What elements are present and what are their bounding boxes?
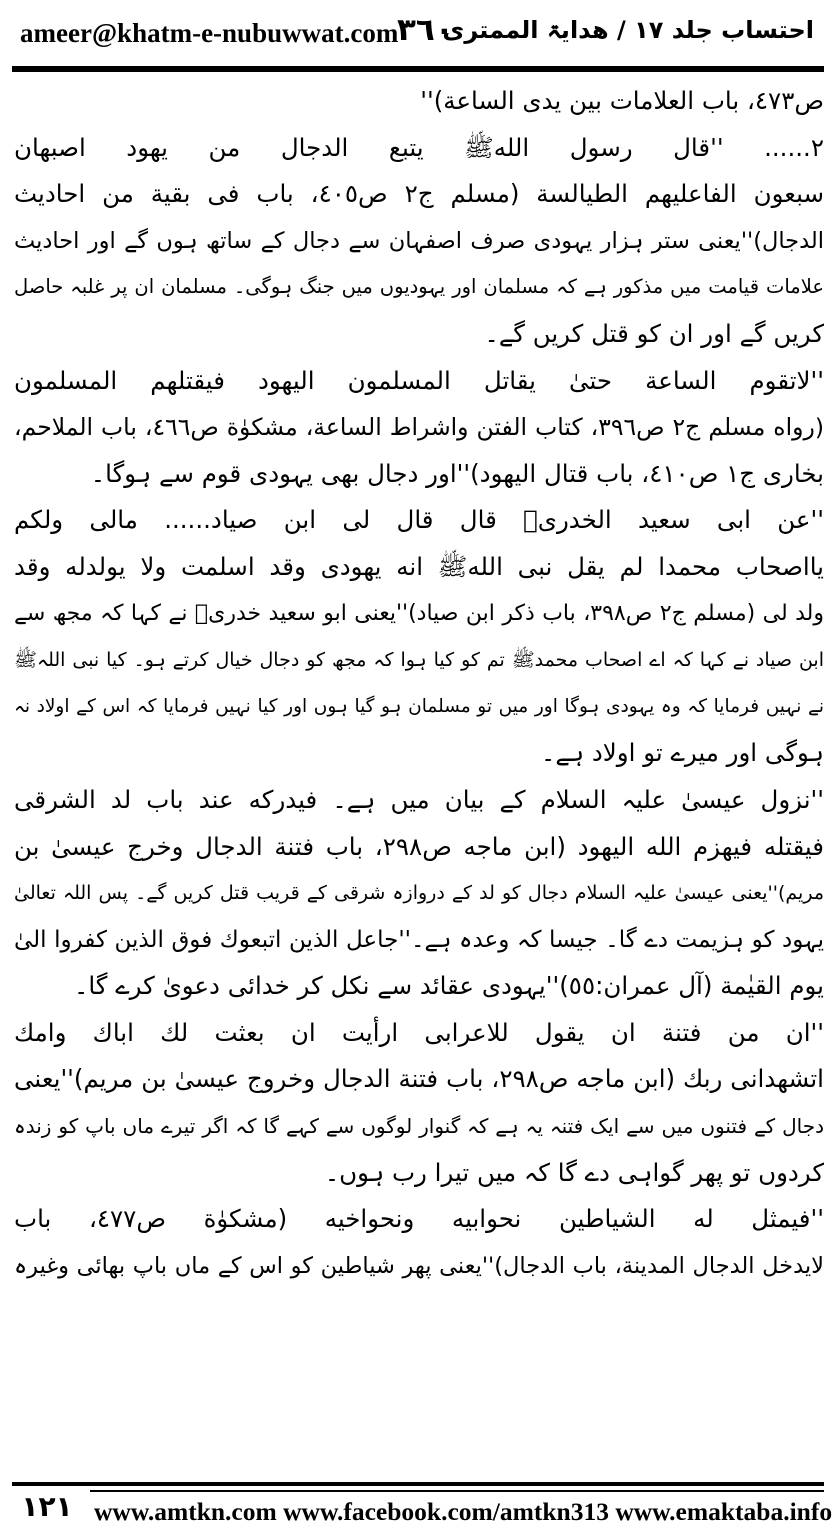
footer-rule — [12, 1482, 824, 1486]
text-line: ہوگی اور میرے تو اولاد ہے۔ — [541, 738, 824, 768]
text-line: ص٤٧٣، باب العلامات بین یدی الساعة)'' — [420, 86, 824, 115]
text-line: ''عن ابی سعید الخدریؓ قال قال لی ابن صیاد...... مالی ولكم — [14, 505, 824, 535]
text-line: ''فیمثل له الشیاطین نحوابیه ونحواخیه (مشکوٰة ص٤٧٧، باب — [14, 1204, 824, 1234]
text-line: (رواه مسلم ج٢ ص٣٩٦، کتاب الفتن واشراط الساعة، مشکوٰة ص٤٦٦، باب الملاحم، — [14, 413, 824, 442]
text-line: علامات قیامت میں مذکور ہے کہ مسلمان اور یہودیوں میں جنگ ہوگی۔ مسلمان ان پر غلبہ حاصل — [14, 275, 824, 299]
text-line: ''نزول عیسیٰ علیہ السلام کے بیان میں ہے۔ فیدرکه عند باب لد الشرقی — [14, 784, 824, 814]
text-line: لایدخل الدجال المدینة، باب الدجال)''یعنی پھر شیاطین کو اس کے ماں باپ بھائی وغیرہ — [14, 1252, 824, 1279]
body-text — [14, 78, 824, 1476]
text-line: ٢...... ''قال رسول اللهﷺ یتبع الدجال من یهود اصبهان — [14, 132, 824, 162]
text-line: نے نہیں فرمایا کہ وہ یہودی ہوگا اور میں تو مسلمان ہو گیا ہوں اور کیا نہیں فرمایا کہ اس کے اولاد نہ — [14, 695, 824, 717]
text-line: یہود کو ہزیمت دے گا۔ جیسا کہ وعدہ ہے۔''جاعل الذین اتبعوك فوق الذین کفروا الیٰ — [14, 926, 824, 953]
text-line: دجال کے فتنوں میں سے ایک فتنہ یہ ہے کہ گنوار لوگوں سے کہے گا کہ اگر تیرے ماں باپ کو زندہ — [14, 1114, 824, 1139]
text-line: مریم)''یعنی عیسیٰ علیہ السلام دجال کو لد کے دروازہ شرقی کے قریب قتل کریں گے۔ پس اللہ تعالیٰ — [14, 882, 824, 905]
text-line: فیقتله فیهزم الله الیهود (ابن ماجه ص٢٩٨، باب فتنة الدجال وخرج عیسیٰ بن — [14, 831, 824, 861]
footer-page-number: ١٢١ — [21, 1490, 73, 1523]
text-line: ''ان من فتنة ان یقول للاعرابی ارأیت ان بعثت لك اباك وامك — [14, 1017, 824, 1047]
text-line: سبعون الفاعلیهم الطیالسة (مسلم ج٢ ص٤٠٥، باب فی بقیة من احادیث — [14, 179, 824, 209]
text-line: کریں گے اور ان کو قتل کریں گے۔ — [484, 318, 824, 348]
text-line: یوم القیٰمة (آل عمران:٥٥)''یہودی عقائد سے نکل کر خدائی دعویٰ کرے گا۔ — [73, 971, 824, 1001]
text-line: اتشهدانی ربك (ابن ماجه ص٢٩٨، باب فتنة الدجال وخروج عیسیٰ بن مریم)''یعنی — [14, 1064, 824, 1094]
header-book-title: احتساب جلد ۱۷ / ھدایۃ الممتری — [442, 16, 814, 44]
text-line: ''لاتقوم الساعة حتیٰ یقاتل المسلمون الیهود فیقتلهم المسلمون — [14, 365, 824, 395]
text-line: کردوں تو پھر گواہی دے گا کہ میں تیرا رب ہوں۔ — [324, 1157, 824, 1187]
text-line: ولد لی (مسلم ج٢ ص٣٩٨، باب ذکر ابن صیاد)''یعنی ابو سعید خدریؓ نے کہا کہ مجھ سے — [14, 600, 824, 626]
text-line: یااصحاب محمدا لم یقل نبی اللهﷺ انه یهودی وقد اسلمت ولا یولدله وقد — [14, 551, 824, 581]
header-page-number: ٣٦٠ — [397, 12, 454, 48]
text-line: الدجال)''یعنی ستر ہزار یہودی صرف اصفہان سے دجال کے ساتھ ہوں گے اور احادیث — [14, 227, 824, 254]
footer-links: www.amtkn.com www.facebook.com/amtkn313 www.emaktaba.info — [94, 1497, 833, 1526]
page-header — [12, 12, 824, 64]
footer-rule-secondary — [90, 1490, 824, 1492]
header-rule — [12, 66, 824, 72]
header-email: ameer@khatm-e-nubuwwat.com — [20, 18, 399, 48]
text-line: ابن صیاد نے کہا کہ اے اصحاب محمدﷺ تم کو کیا ہوا کہ مجھ کو دجال خیال کرتے ہو۔ کیا نبی اللہﷺ — [14, 649, 824, 672]
text-line: بخاری ج١ ص٤١٠، باب قتال الیهود)''اور دجال بھی یہودی قوم سے ہوگا۔ — [90, 458, 824, 488]
